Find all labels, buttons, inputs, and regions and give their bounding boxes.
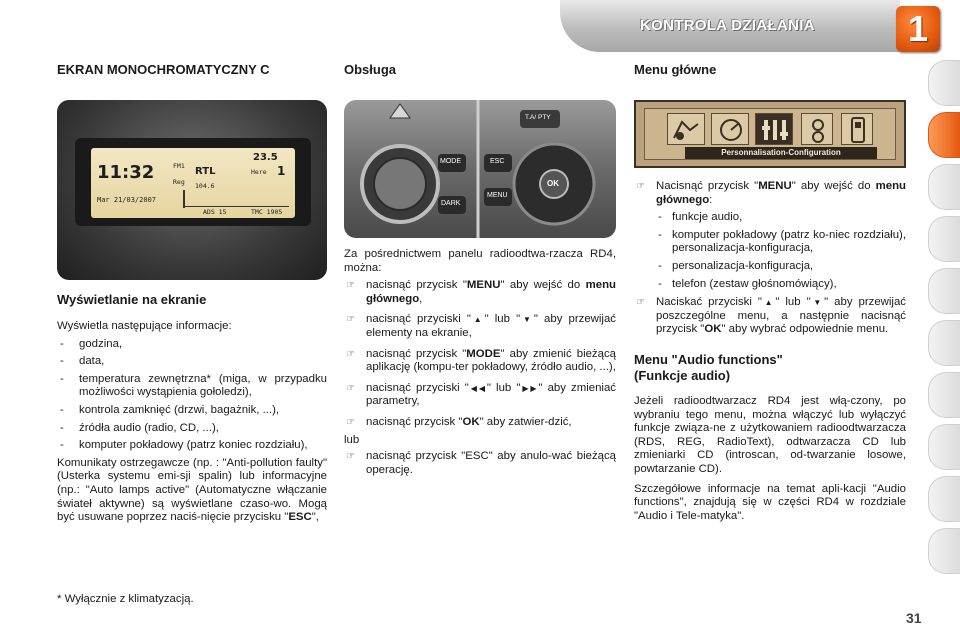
chapter-tab[interactable] <box>928 216 960 262</box>
pointing-hand-icon: ☞ <box>346 416 355 428</box>
or-label: lub <box>344 433 360 446</box>
lcd-temperature: 23.5 <box>253 152 278 163</box>
list-item: ☞ nacisnąć przycisk "ESC" aby anulo-wać bieżącą operację. <box>346 450 616 476</box>
mode-button[interactable]: MODE <box>440 158 461 165</box>
personalisation-icon[interactable] <box>755 113 793 145</box>
mid-intro: Za pośrednictwem panelu radioodtwa-rzacza RD4, można: <box>344 248 616 274</box>
section-title: KONTROLA DZIAŁANIA <box>640 17 815 34</box>
warnings-paragraph: Komunikaty ostrzegawcze (np. : "Anti-pollution faulty" (Usterka systemu emi-sji spalin) lub informacyjne (np.: "Auto lamps active" (Automatyczne włączanie świateł aktywne) są wyświetlane czaso-wo. Mogą być usuwane poprzez naciś-nięcie przycisku "ESC", <box>57 456 327 524</box>
chapter-tab-active[interactable] <box>928 112 960 158</box>
pointing-hand-icon: ☞ <box>346 314 355 326</box>
right-column <box>634 62 906 78</box>
chapter-number: 1 <box>907 8 929 49</box>
list-item: - kontrola zamknięć (drzwi, bagażnik, ...), <box>60 403 280 416</box>
list-item: ☞ nacisnąć przyciski "▲" lub "▼" aby przewijać elementy na ekranie, <box>346 313 616 339</box>
dark-button[interactable]: DARK <box>441 200 461 207</box>
list-item: ☞ nacisnąć przycisk "MODE" aby zmienić bieżącą aplikację (kompu-ter pokładowy, źródło audio, ...), <box>346 347 616 374</box>
chapter-tab[interactable] <box>928 476 960 522</box>
right-text-block <box>634 180 906 523</box>
radio-panel-illustration <box>344 100 616 238</box>
trip-computer-icon[interactable] <box>711 113 749 145</box>
list-item: ☞ nacisnąć przycisk "OK" aby zatwier-dzić, <box>346 415 572 428</box>
display-items <box>57 338 327 453</box>
pointing-hand-icon: ☞ <box>346 451 355 463</box>
menu-screen-inner <box>644 108 896 160</box>
esc-button[interactable]: ESC <box>490 158 505 165</box>
chapter-tab[interactable] <box>928 268 960 314</box>
pointing-hand-icon: ☞ <box>346 280 355 292</box>
chapter-tab[interactable] <box>928 372 960 418</box>
arrow-down-icon: ▼ <box>810 298 825 308</box>
arrow-down-icon: ▼ <box>520 315 534 325</box>
monochrome-display-photo <box>57 100 327 280</box>
list-item: - źródła audio (radio, CD, ...), <box>60 421 219 434</box>
display-subheading: Wyświetlanie na ekranie <box>57 292 207 307</box>
lcd-side-label: Reg <box>173 178 185 186</box>
arrow-up-icon: ▲ <box>761 298 776 308</box>
menu-button[interactable]: MENU <box>487 192 508 199</box>
arrow-up-icon: ▲ <box>470 315 485 325</box>
esc-key: ESC <box>288 511 312 524</box>
list-item: ☞ Nacisnąć przycisk "MENU" aby wejść do menu głównego: <box>636 180 906 206</box>
list-item: ☞ nacisnąć przycisk "MENU" aby wejść do menu głównego, <box>346 279 616 305</box>
list-item: - telefon (zestaw głośnomówiący), <box>658 277 837 290</box>
list-item: ☞ Naciskać przyciski "▲" lub "▼" aby przewijać poszczególne menu, a następnie nacisnąć przycisk "OK" aby wybrać odpowiednie menu. <box>636 296 906 336</box>
lcd-preset: 1 <box>277 164 286 178</box>
list-item: - komputer pokładowy (patrz koniec rozdziału), <box>60 439 308 452</box>
chapter-tabs <box>928 60 960 580</box>
lcd-band: FM1 <box>173 162 185 170</box>
pointing-hand-icon: ☞ <box>636 181 645 192</box>
chapter-tab[interactable] <box>928 320 960 366</box>
chapter-tab[interactable] <box>928 60 960 106</box>
chapter-badge <box>896 6 940 52</box>
lcd-divider <box>183 206 289 207</box>
main-menu-heading: Menu główne <box>634 62 717 77</box>
list-item: ☞ nacisnąć przyciski "◀◀" lub "▶▶" aby zmieniać parametry, <box>346 381 616 408</box>
settings-icon[interactable] <box>801 113 833 145</box>
pointing-hand-icon: ☞ <box>346 348 355 360</box>
mid-column <box>344 62 616 78</box>
footnote: * Wyłącznie z klimatyzacją. <box>57 593 194 605</box>
monochrome-screen-heading: EKRAN MONOCHROMATYCZNY C <box>57 62 270 77</box>
list-item: - data, <box>60 355 105 368</box>
list-item: - komputer pokładowy (patrz ko-niec rozdziału), personalizacja-konfiguracja, <box>658 228 906 255</box>
audio-functions-heading: Menu "Audio functions" (Funkcje audio) <box>634 351 783 383</box>
lcd-date: Mar 21/03/2007 <box>97 196 157 204</box>
lcd-clock: 11:32 <box>97 162 155 183</box>
menu-caption: Personnalisation-Configuration <box>685 147 877 159</box>
display-intro: Wyświetla następujące informacje: <box>57 320 232 332</box>
list-item: - personalizacja-konfiguracja, <box>658 259 814 272</box>
rewind-icon: ◀◀ <box>468 383 487 393</box>
details-paragraph: Szczegółowe informacje na temat apli-kacji "Audio functions", znajdują się w części RD4 w rozdziale "Audio i Tele-matyka". <box>634 482 906 522</box>
chapter-tab[interactable] <box>928 164 960 210</box>
mid-text-block <box>344 248 616 477</box>
ok-button[interactable]: OK <box>547 179 559 188</box>
page-number: 31 <box>906 610 922 626</box>
audio-functions-icon[interactable] <box>667 113 705 145</box>
audio-paragraph: Jeżeli radioodtwarzacz RD4 jest włą-czony, po wybraniu tego menu, można włączyć lub wyłączyć funkcje związa-ne z użytkowaniem radioodtwarzacza (RDS, REG, RadioText), odtwarzacza CD lub zmieniarki CD (introscan, od-twarzanie losowe, powtarzanie CD). <box>634 394 906 475</box>
radio-panel-photo <box>344 100 616 238</box>
left-text-block <box>57 292 327 525</box>
pointing-hand-icon: ☞ <box>346 382 355 394</box>
left-column <box>57 62 327 78</box>
main-menu-screen <box>634 100 906 168</box>
lcd-screen <box>91 148 295 218</box>
list-item: - temperatura zewnętrzna* (miga, w przypadku możliwości wystąpienia gołoledzi), <box>60 372 327 399</box>
chapter-tab[interactable] <box>928 528 960 574</box>
lcd-preset-label: Here <box>251 168 267 176</box>
lcd-station: RTL <box>195 166 216 177</box>
lcd-bottom-left: ADS 15 <box>203 208 227 216</box>
lcd-bottom-right: TMC 1905 <box>251 208 283 216</box>
operation-heading: Obsługa <box>344 62 397 77</box>
pointing-hand-icon: ☞ <box>636 297 645 309</box>
lcd-frequency: 104.6 <box>195 182 215 190</box>
phone-icon[interactable] <box>841 113 873 145</box>
chapter-tab[interactable] <box>928 424 960 470</box>
list-item: - godzina, <box>60 337 123 350</box>
ta-pty-button[interactable]: T.A/ PTY <box>525 114 551 121</box>
fast-forward-icon: ▶▶ <box>520 383 539 393</box>
list-item: - funkcje audio, <box>658 211 743 224</box>
